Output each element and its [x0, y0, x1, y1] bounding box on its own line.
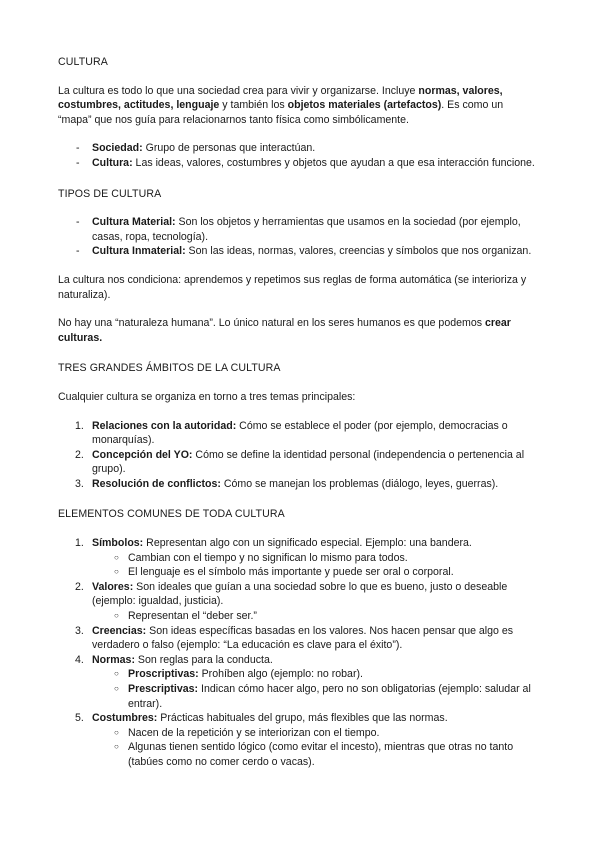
list-item	[58, 580, 538, 609]
intro-bold-2: objetos materiales (artefactos)	[287, 99, 442, 112]
tipo-text: Son las ideas, normas, valores, creencias y símbolos que nos organizan.	[185, 245, 532, 258]
sub-list-item	[58, 726, 538, 741]
list-item	[58, 215, 538, 244]
ambitos-list	[58, 419, 538, 492]
sub-list-item	[58, 682, 538, 711]
list-item	[58, 448, 538, 477]
elemento-text: Son ideas específicas basadas en los valores. Nos hacen pensar que algo es verdadero o falso (ejemplo: “La educación es clave para el éxito”).	[92, 624, 514, 652]
heading-elementos: ELEMENTOS COMUNES DE TODA CULTURA	[58, 508, 285, 521]
elemento-text: Representan algo con un significado especial. Ejemplo: una bandera.	[143, 537, 472, 550]
item-number: 4.	[75, 653, 84, 666]
elemento-text: Son reglas para la conducta.	[134, 653, 273, 666]
elementos-list	[58, 536, 538, 551]
heading-tipos: TIPOS DE CULTURA	[58, 187, 162, 200]
ambito-term: Resolución de conflictos:	[92, 477, 221, 490]
item-number: 2.	[75, 580, 84, 593]
list-item	[58, 653, 538, 668]
list-item	[58, 419, 538, 448]
naturaleza-bold: crear culturas.	[58, 317, 511, 344]
def-text: Las ideas, valores, costumbres y objetos que ayudan a que esa interacción funcione.	[132, 156, 535, 169]
ambito-text: Cómo se define la identidad personal (independencia o pertenencia al grupo).	[92, 448, 525, 476]
sub-text: Nacen de la repetición y se interiorizan con el tiempo.	[128, 726, 380, 739]
list-item	[58, 624, 538, 653]
item-number: 1.	[75, 537, 84, 550]
elementos-list	[58, 580, 538, 609]
list-item	[58, 477, 538, 492]
sub-list	[58, 551, 538, 580]
list-item	[58, 141, 538, 156]
intro-text-1: La cultura es todo lo que una sociedad crea para vivir y organizarse. Incluye	[58, 84, 419, 97]
item-number: 5.	[75, 712, 84, 725]
sub-text: Algunas tienen sentido lógico (como evitar el incesto), mientras que otras no tanto (tabúes como no comer cerdo o vacas).	[128, 741, 514, 768]
sub-list	[58, 667, 538, 711]
intro-text-2: y también los	[219, 99, 288, 112]
tipo-term: Cultura Inmaterial:	[92, 245, 186, 258]
ambito-term: Relaciones con la autoridad:	[92, 419, 237, 432]
naturaleza-text: No hay una “naturaleza humana”. Lo único natural en los seres humanos es que podemos	[58, 317, 485, 330]
sub-list	[58, 726, 538, 770]
sub-text: Prohíben algo (ejemplo: no robar).	[198, 668, 363, 681]
tipo-text: Son los objetos y herramientas que usamos en la sociedad (por ejemplo, casas, ropa, tecnología).	[92, 216, 521, 243]
list-item	[58, 156, 538, 171]
ambito-term: Concepción del YO:	[92, 448, 193, 461]
elemento-term: Costumbres:	[92, 712, 158, 725]
ambito-text: Cómo se manejan los problemas (diálogo, leyes, guerras).	[220, 477, 499, 490]
tipos-list	[58, 215, 538, 259]
elemento-text: Prácticas habituales del grupo, más flexibles que las normas.	[157, 712, 448, 725]
elemento-term: Creencias:	[92, 624, 147, 637]
sub-list-item	[58, 609, 538, 624]
item-number: 3.	[75, 624, 84, 637]
item-number: 3.	[75, 477, 84, 490]
sub-list	[58, 609, 538, 624]
sub-term: Proscriptivas:	[128, 668, 199, 681]
intro-bold-1: normas, valores, costumbres, actitudes, lenguaje	[58, 84, 503, 112]
elemento-term: Normas:	[92, 653, 135, 666]
item-number: 1.	[75, 419, 84, 432]
sub-text: Cambian con el tiempo y no significan lo mismo para todos.	[128, 551, 408, 564]
sub-list-item	[58, 667, 538, 682]
elementos-list	[58, 624, 538, 668]
elemento-term: Símbolos:	[92, 537, 144, 550]
def-text: Grupo de personas que interactúan.	[142, 142, 316, 155]
elemento-text: Son ideales que guían a una sociedad sobre lo que es bueno, justo o deseable (ejemplo: igualdad, justicia).	[92, 580, 508, 608]
tipo-term: Cultura Material:	[92, 216, 176, 229]
sub-text: El lenguaje es el símbolo más importante y puede ser oral o corporal.	[128, 566, 454, 579]
list-item	[58, 244, 538, 259]
sub-list-item	[58, 551, 538, 566]
naturaleza-paragraph	[58, 316, 538, 345]
ambitos-intro: Cualquier cultura se organiza en torno a tres temas principales:	[58, 390, 356, 403]
ambito-text: Cómo se establece el poder (por ejemplo, democracias o monarquías).	[92, 419, 508, 447]
heading-ambitos: TRES GRANDES ÁMBITOS DE LA CULTURA	[58, 362, 281, 375]
sub-text: Representan el “deber ser.”	[128, 610, 257, 623]
list-item	[58, 536, 538, 551]
def-term: Sociedad:	[92, 142, 143, 155]
sub-list-item	[58, 565, 538, 580]
sub-term: Prescriptivas:	[128, 683, 199, 695]
elementos-list	[58, 711, 538, 726]
list-item	[58, 711, 538, 726]
sub-text: Indican cómo hacer algo, pero no son obligatorias (ejemplo: saludar al entrar).	[128, 683, 531, 710]
item-number: 2.	[75, 448, 84, 461]
intro-paragraph	[58, 84, 538, 128]
heading-cultura: CULTURA	[58, 56, 108, 68]
definitions-list	[58, 141, 538, 170]
def-term: Cultura:	[92, 156, 133, 169]
sub-list-item	[58, 740, 538, 769]
condiciona-paragraph: La cultura nos condiciona: aprendemos y repetimos sus reglas de forma automática (se interioriza y naturaliza).	[58, 273, 527, 301]
intro-text-3: . Es como un “mapa” que nos guía para relacionarnos tanto física como simbólicamente.	[58, 99, 504, 126]
elemento-term: Valores:	[92, 580, 134, 593]
